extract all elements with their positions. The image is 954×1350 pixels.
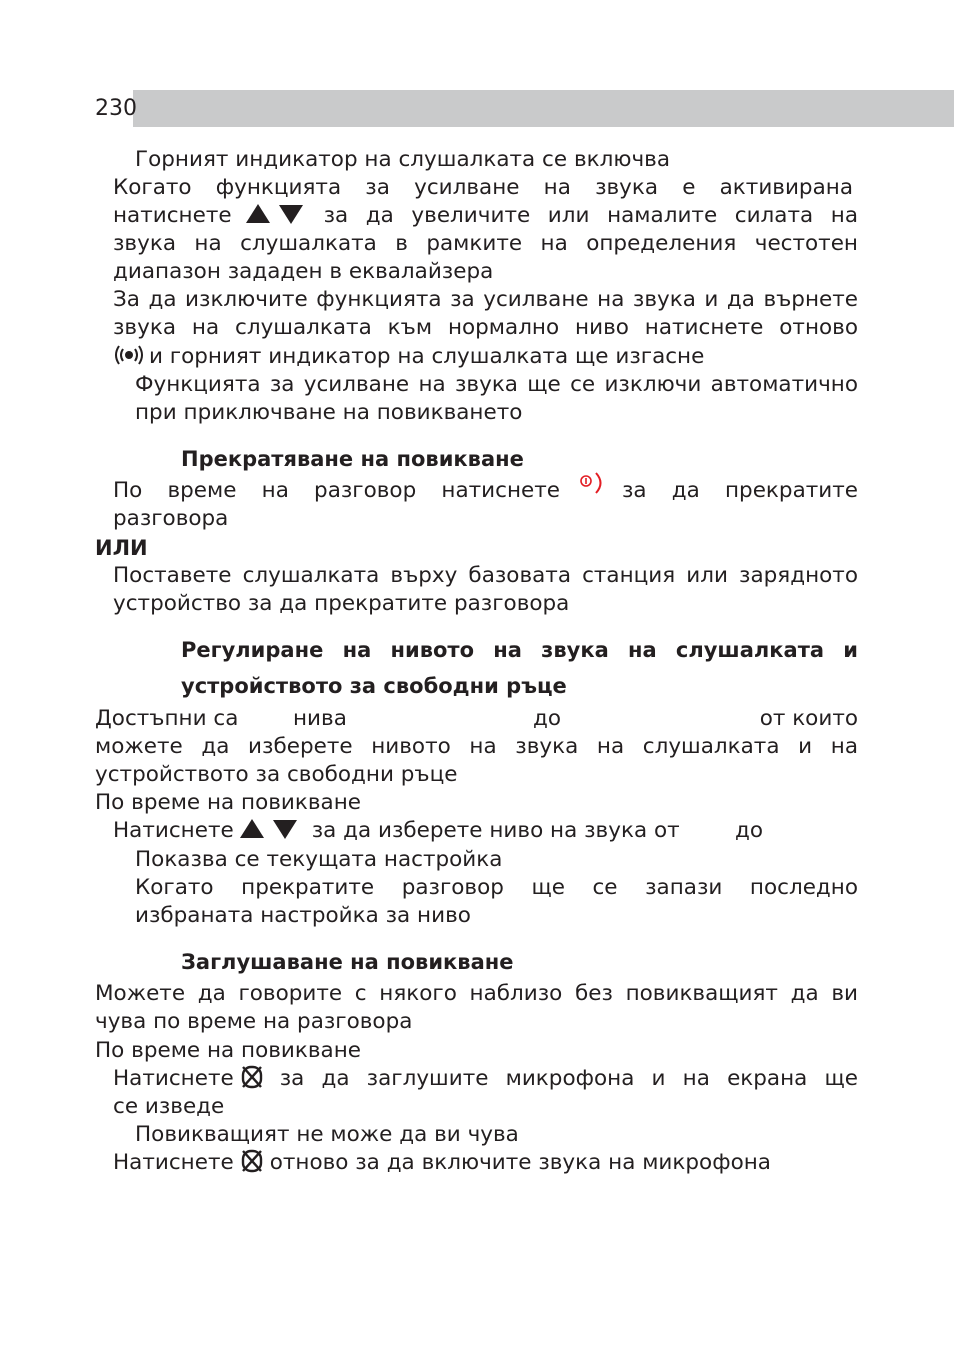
text-line bbox=[113, 477, 858, 505]
text-line bbox=[113, 817, 680, 845]
text-line bbox=[113, 1065, 858, 1093]
text-fragment: Натиснете bbox=[113, 1066, 234, 1091]
text-fragment: По време на разговор натиснете bbox=[113, 478, 560, 503]
text-line: Показва се текущата настройка bbox=[135, 847, 503, 872]
text-line: звука на слушалката в рамките на определения честотен bbox=[113, 231, 858, 256]
text-fragment: отново за да включите звука на микрофона bbox=[269, 1150, 771, 1175]
text-line bbox=[113, 1149, 771, 1177]
section-heading: Прекратяване на повикване bbox=[181, 447, 524, 471]
text-line bbox=[113, 343, 704, 371]
text-line: при приключване на повикването bbox=[135, 400, 523, 425]
text-fragment: натиснете bbox=[113, 203, 232, 228]
page-number: 230 bbox=[95, 96, 137, 121]
text-line: разговора bbox=[113, 506, 229, 531]
text-fragment: за да изберете ниво на звука от bbox=[311, 818, 680, 843]
mute-icon bbox=[240, 1065, 264, 1089]
text-line: устройство за да прекратите разговора bbox=[113, 591, 570, 616]
text-fragment: за да увеличите или намалите силата на bbox=[323, 203, 858, 228]
mute-icon bbox=[240, 1149, 264, 1173]
text-fragment: от които bbox=[759, 706, 858, 731]
text-fragment: до bbox=[735, 818, 764, 843]
text-line: За да изключите функцията за усилване на звука и да върнете bbox=[113, 287, 858, 312]
text-line: избраната настройка за ниво bbox=[135, 903, 471, 928]
text-line: се изведе bbox=[113, 1094, 225, 1119]
text-line: По време на повикване bbox=[95, 1038, 362, 1063]
text-line bbox=[113, 202, 858, 230]
section-heading: Регулиране на нивото на звука на слушалката и bbox=[181, 638, 858, 662]
text-line: Повикващият не може да ви чува bbox=[135, 1122, 519, 1147]
triangle-up-icon bbox=[246, 204, 270, 223]
text-fragment: Натиснете bbox=[113, 818, 234, 843]
text-line: По време на повикване bbox=[95, 790, 362, 815]
or-label: ИЛИ bbox=[95, 536, 148, 560]
text-fragment: Натиснете bbox=[113, 1150, 234, 1175]
sound-boost-icon bbox=[113, 345, 145, 365]
header-bar bbox=[133, 90, 954, 127]
text-line: Когато прекратите разговор ще се запази последно bbox=[135, 875, 858, 900]
triangle-up-icon bbox=[240, 819, 264, 838]
text-fragment: за да прекратите bbox=[622, 478, 858, 503]
text-line: Можете да говорите с някого наблизо без повикващият да ви bbox=[95, 981, 858, 1006]
section-heading: Заглушаване на повикване bbox=[181, 950, 514, 974]
text-line: звука на слушалката към нормално ниво натиснете отново bbox=[113, 315, 858, 340]
triangle-down-icon bbox=[279, 205, 303, 224]
text-line: Горният индикатор на слушалката се включва bbox=[135, 147, 670, 172]
text-fragment: до bbox=[533, 706, 562, 731]
text-fragment: за да заглушите микрофона и на екрана ще bbox=[279, 1066, 858, 1091]
text-line: устройството за свободни ръце bbox=[95, 762, 458, 787]
text-line: диапазон зададен в еквалайзера bbox=[113, 259, 494, 284]
text-fragment: Достъпни са bbox=[95, 706, 239, 731]
triangle-down-icon bbox=[273, 820, 297, 839]
text-line: Когато функцията за усилване на звука е активирана bbox=[113, 175, 853, 200]
text-line: чува по време на разговора bbox=[95, 1009, 413, 1034]
text-line: можете да изберете нивото на звука на слушалката и на bbox=[95, 734, 858, 759]
section-heading: устройството за свободни ръце bbox=[181, 674, 567, 698]
text-line: Функцията за усилване на звука ще се изключи автоматично bbox=[135, 372, 858, 397]
end-call-icon bbox=[578, 472, 608, 500]
text-fragment: нива bbox=[293, 706, 347, 731]
text-line: Поставете слушалката върху базовата станция или зарядното bbox=[113, 563, 858, 588]
text-fragment: и горният индикатор на слушалката ще изгасне bbox=[149, 344, 705, 369]
